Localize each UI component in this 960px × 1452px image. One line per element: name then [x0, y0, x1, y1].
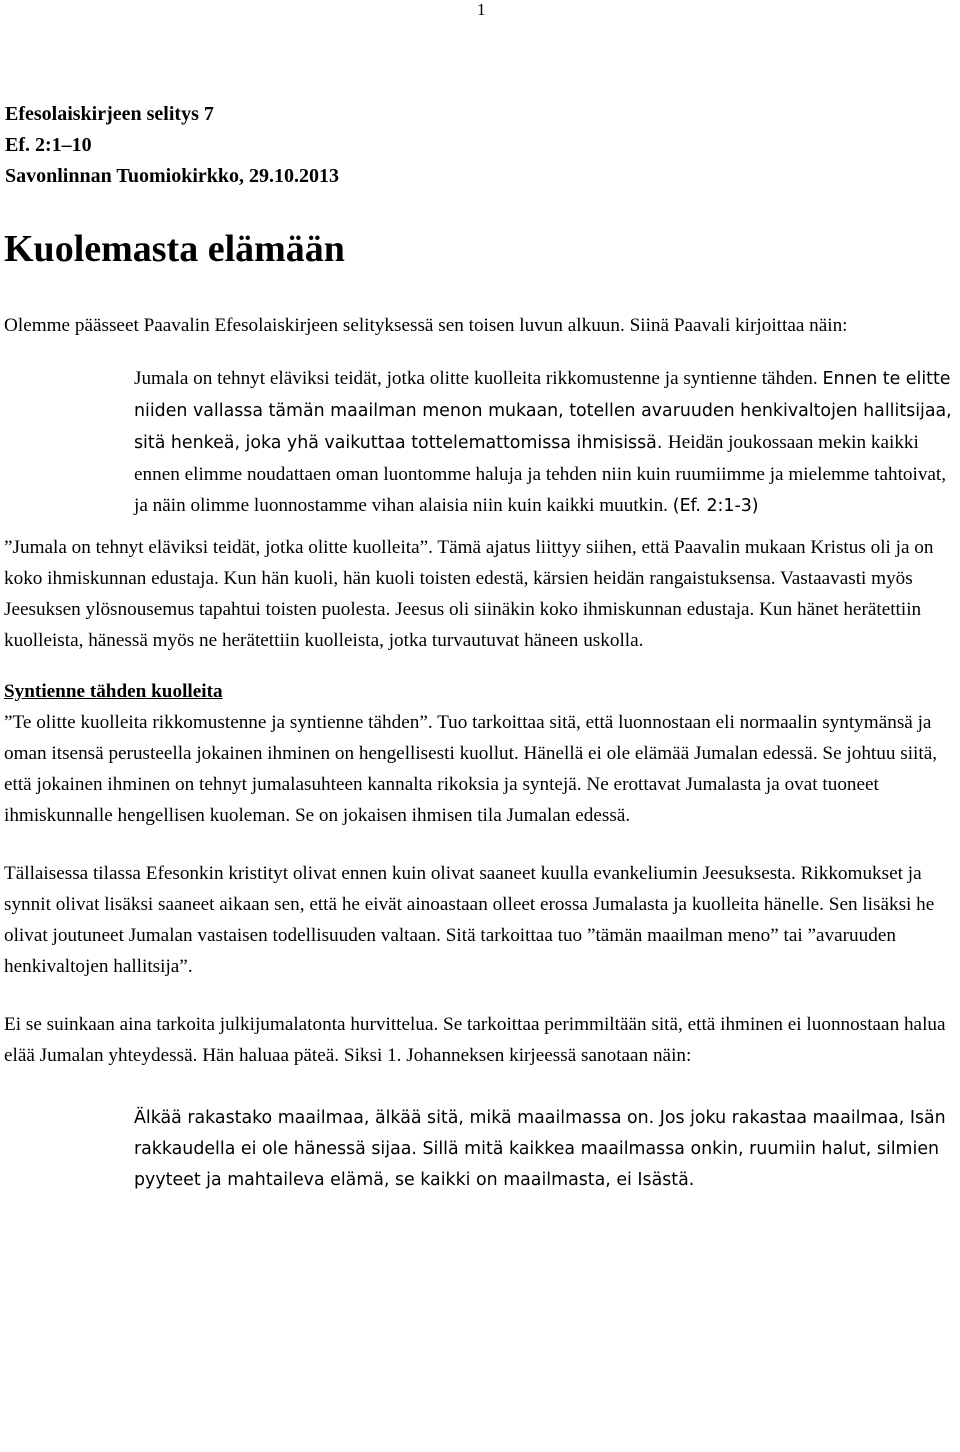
header-place-date: Savonlinnan Tuomiokirkko, 29.10.2013: [5, 165, 340, 187]
body-paragraph: Tällaisessa tilassa Efesonkin kristityt olivat ennen kuin olivat saaneet kuulla evankeliumin Jeesuksesta. Rikkomukset ja synnit olivat lisäksi saaneet aikaan sen, että he eivät ainoastaan olleet erossa Jumalasta ja kuolleita hänelle. Sen lisäksi he olivat joutuneet Jumalan vastaisen todellisuuden valtaan. Sitä tarkoittaa tuo ”tämän maailman meno” tai ”avaruuden henkivaltojen hallitsija”.: [4, 863, 935, 977]
document-header: [5, 99, 339, 192]
scripture-quote: [134, 363, 954, 522]
quote-part: Jumala on tehnyt eläviksi teidät, jotka olitte kuolleita rikkomustenne ja syntienne tähden.: [134, 368, 823, 389]
paragraph-text: Tuo tarkoittaa sitä, että luonnostaan eli normaalin syntymänsä ja oman itsensä perusteella jokainen ihminen on hengellisesti kuollut. Hänellä ei ole elämää Jumalan edessä. Se johtuu siitä, että jokainen ihminen on tehnyt jumalasuhteen kannalta rikoksia ja syntejä. Ne erottavat Jumalasta ja ovat tuoneet ihmiskunnalle hengellisen kuoleman. Se on jokaisen ihmisen tila Jumalan edessä.: [4, 712, 938, 826]
body-paragraph: [4, 532, 954, 656]
inline-quote: ”Te olitte kuolleita rikkomustenne ja syntienne tähden”.: [4, 712, 438, 733]
sermon-body: [4, 310, 954, 1196]
sermon-title: Kuolemasta elämään: [4, 228, 345, 270]
intro-paragraph: [4, 310, 954, 341]
header-series: Efesolaiskirjeen selitys 7: [5, 103, 214, 125]
intro-sentence: Olemme päässeet Paavalin Efesolaiskirjeen selityksessä sen toisen luvun alkuun.: [4, 315, 630, 336]
header-reference: Ef. 2:1–10: [5, 134, 92, 156]
quote-part: Ennen te elitte niiden vallassa tämän maailman menon mukaan, totellen avaruuden henkivaltojen hallitsijaa, sitä henkeä, joka yhä vaikuttaa tottelemattomissa ihmisissä.: [134, 369, 952, 453]
scripture-quote: Älkää rakastako maailmaa, älkää sitä, mikä maailmassa on. Jos joku rakastaa maailmaa, Isän rakkaudella ei ole hänessä sijaa. Sillä mitä kaikkea maailmassa onkin, ruumiin halut, silmien pyyteet ja mahtaileva elämä, se kaikki on maailmasta, ei Isästä.: [134, 1108, 946, 1190]
paragraph-text: Tämä ajatus liittyy siihen, että Paavalin mukaan Kristus oli ja on koko ihmiskunnan edustaja. Kun hän kuoli, hän kuoli toisten edestä, kärsien heidän rangaistuksensa. Vastaavasti myös Jeesuksen ylösnousemus tapahtui toisten puolesta. Jeesus oli siinäkin koko ihmiskunnan edustaja. Kun hänet herätettiin kuolleista, hänessä myös ne herätettiin kuolleista, jotka turvautuvat häneen uskolla.: [4, 537, 934, 651]
body-paragraph: Ei se suinkaan aina tarkoita julkijumalatonta hurvittelua. Se tarkoittaa perimmiltään sitä, että ihminen ei luonnostaan halua elää Jumalan yhteydessä. Hän haluaa päteä. Siksi 1. Johanneksen kirjeessä sanotaan näin:: [4, 1014, 946, 1066]
section-heading: Syntienne tähden kuolleita: [4, 681, 223, 702]
inline-quote: ”Jumala on tehnyt eläviksi teidät, jotka olitte kuolleita”.: [4, 537, 438, 558]
page-number: 1: [477, 0, 486, 19]
quote-reference: (Ef. 2:1-3): [672, 496, 759, 516]
intro-sentence: Siinä Paavali kirjoittaa näin:: [629, 315, 848, 336]
body-paragraph: [4, 707, 954, 831]
quote-part: Heidän joukossaan mekin kaikki ennen elimme noudattaen oman luontomme haluja ja tehden niin kuin ruumiimme ja mielemme tahtoivat, ja näin olimme luonnostamme vihan alaisia niin kuin kaikki muutkin.: [134, 432, 947, 516]
